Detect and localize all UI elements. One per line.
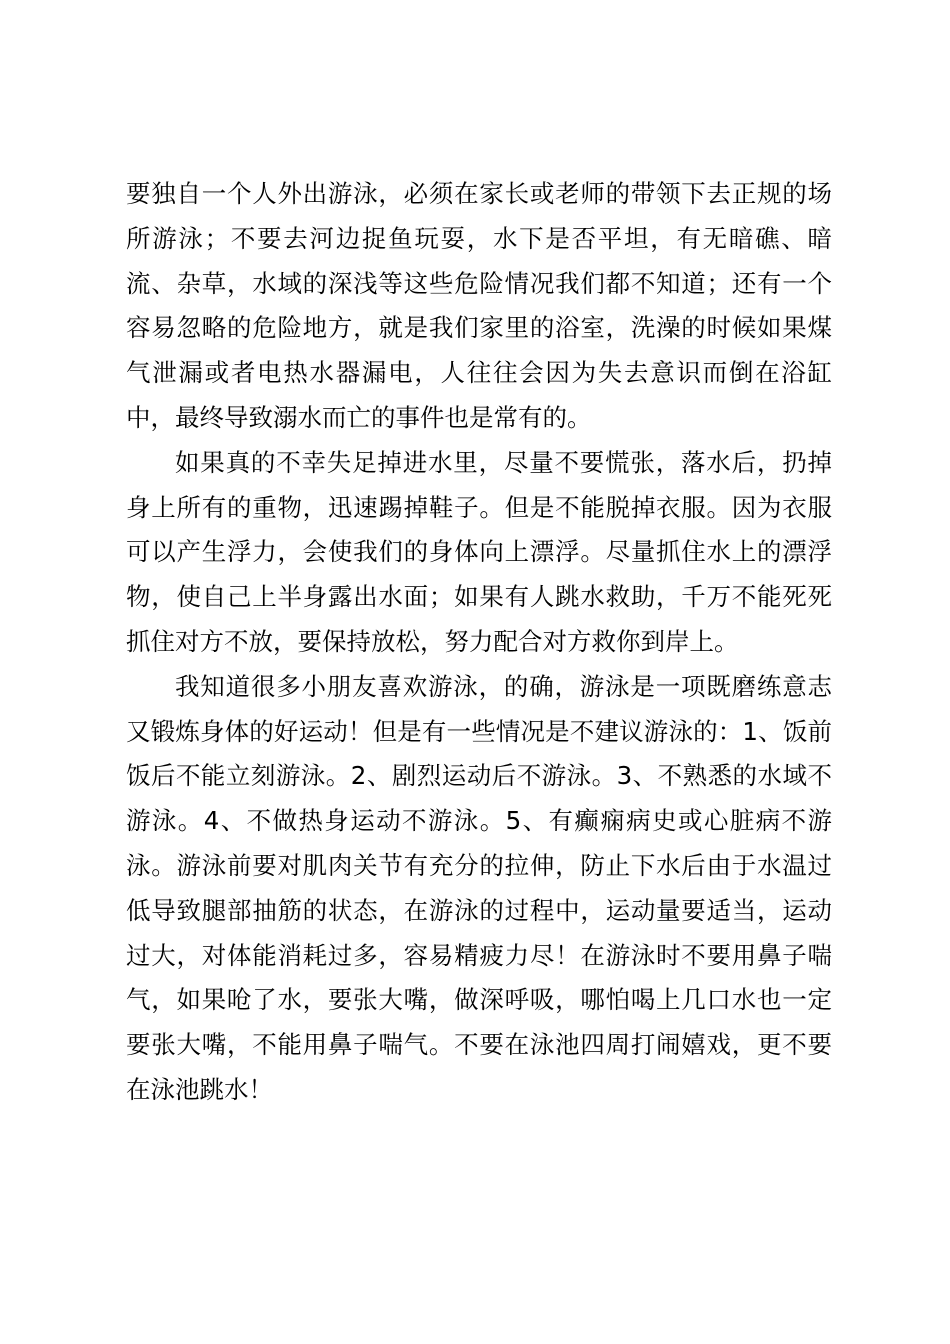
paragraph-swimming-safety: 我知道很多小朋友喜欢游泳，的确，游泳是一项既磨练意志又锻炼身体的好运动！但是有一些情况是不建议游泳的：1、饭前饭后不能立刻游泳。2、剧烈运动后不游泳。3、不熟悉的水域不游泳。4、不做热身运动不游泳。5、有癫痫病史或心脏病不游泳。游泳前要对肌肉关节有充分的拉伸，防止下水后由于水温过低导致腿部抽筋的状态，在游泳的过程中，运动量要适当，运动过大，对体能消耗过多，容易精疲力尽！在游泳时不要用鼻子喘气，如果呛了水，要张大嘴，做深呼吸，哪怕喝上几口水也一定要张大嘴，不能用鼻子喘气。不要在泳池四周打闹嬉戏，更不要在泳池跳水！ bbox=[126, 671, 832, 1104]
paragraph-continuation: 要独自一个人外出游泳，必须在家长或老师的带领下去正规的场所游泳；不要去河边捉鱼玩耍，水下是否平坦，有无暗礁、暗流、杂草，水域的深浅等这些危险情况我们都不知道；还有一个容易忽略的危险地方，就是我们家里的浴室，洗澡的时候如果煤气泄漏或者电热水器漏电，人往往会因为失去意识而倒在浴缸中，最终导致溺水而亡的事件也是常有的。 bbox=[126, 179, 832, 432]
document-page bbox=[126, 172, 832, 1113]
paragraph-falling-into-water: 如果真的不幸失足掉进水里，尽量不要慌张，落水后，扔掉身上所有的重物，迅速踢掉鞋子。但是不能脱掉衣服。因为衣服可以产生浮力，会使我们的身体向上漂浮。尽量抓住水上的漂浮物，使自己上半身露出水面；如果有人跳水救助，千万不能死死抓住对方不放，要保持放松，努力配合对方救你到岸上。 bbox=[126, 447, 832, 656]
